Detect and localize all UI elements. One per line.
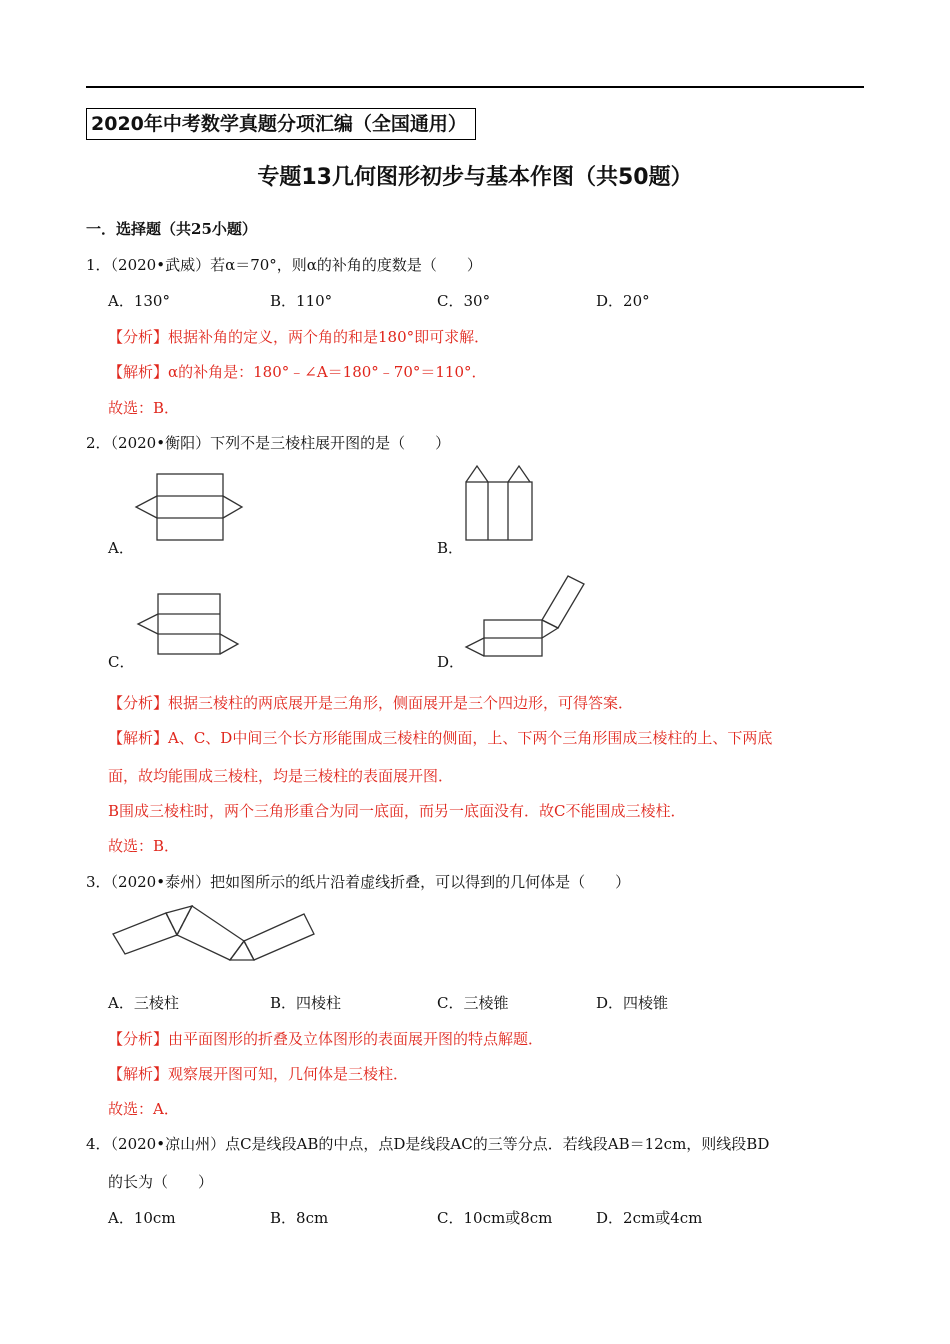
q4-option-a: A．10cm bbox=[108, 1209, 176, 1227]
q1-solution: 【解析】α的补角是：180°﹣∠A＝180°﹣70°＝110°． bbox=[108, 363, 487, 381]
collection-title: 2020年中考数学真题分项汇编（全国通用） bbox=[86, 108, 476, 140]
q2-figure-c bbox=[130, 588, 246, 660]
q2-figure-b bbox=[458, 460, 538, 546]
q3-option-a: A．三棱柱 bbox=[108, 994, 179, 1012]
q3-option-c: C．三棱锥 bbox=[437, 994, 509, 1012]
question-4-stem-line2: 的长为（ ） bbox=[108, 1173, 214, 1191]
q2-solution-line3: B围成三棱柱时，两个三角形重合为同一底面，而另一底面没有．故C不能围成三棱柱． bbox=[108, 802, 686, 820]
header-rule bbox=[86, 86, 864, 88]
q4-option-c: C．10cm或8cm bbox=[437, 1209, 553, 1227]
q1-answer: 故选：B． bbox=[108, 399, 180, 417]
page-title: 专题13几何图形初步与基本作图（共50题） bbox=[257, 165, 693, 190]
question-2-stem: 2．（2020•衡阳）下列不是三棱柱展开图的是（ ） bbox=[86, 434, 451, 452]
q2-figure-a bbox=[130, 466, 250, 550]
q2-solution-line2: 面，故均能围成三棱柱，均是三棱柱的表面展开图． bbox=[108, 767, 454, 785]
question-1-stem: 1．（2020•武威）若α＝70°，则α的补角的度数是（ ） bbox=[86, 256, 482, 274]
q2-option-a: A． bbox=[108, 539, 134, 557]
q1-option-b: B．110° bbox=[270, 292, 333, 310]
q4-option-d: D．2cm或4cm bbox=[596, 1209, 703, 1227]
q3-solution: 【解析】观察展开图可知，几何体是三棱柱． bbox=[108, 1065, 409, 1083]
q3-analysis: 【分析】由平面图形的折叠及立体图形的表面展开图的特点解题． bbox=[108, 1030, 544, 1048]
q2-solution-line1: 【解析】A、C、D中间三个长方形能围成三棱柱的侧面，上、下两个三角形围成三棱柱的上、下两底 bbox=[108, 729, 773, 747]
q2-option-b: B． bbox=[437, 539, 464, 557]
q2-analysis: 【分析】根据三棱柱的两底展开是三角形，侧面展开是三个四边形，可得答案． bbox=[108, 694, 634, 712]
q2-figure-d bbox=[458, 570, 598, 662]
section-heading: 一．选择题（共25小题） bbox=[86, 220, 257, 238]
q3-answer: 故选：A． bbox=[108, 1100, 179, 1118]
q4-option-b: B．8cm bbox=[270, 1209, 329, 1227]
q3-fold-figure bbox=[108, 896, 322, 968]
question-4-stem-line1: 4．（2020•凉山州）点C是线段AB的中点，点D是线段AC的三等分点．若线段AB＝12cm，则线段BD bbox=[86, 1135, 770, 1153]
q2-option-d: D． bbox=[437, 653, 465, 671]
q1-option-d: D．20° bbox=[596, 292, 650, 310]
q3-option-b: B．四棱柱 bbox=[270, 994, 342, 1012]
q2-answer: 故选：B． bbox=[108, 837, 180, 855]
question-3-stem: 3．（2020•泰州）把如图所示的纸片沿着虚线折叠，可以得到的几何体是（ ） bbox=[86, 873, 631, 891]
q1-analysis: 【分析】根据补角的定义，两个角的和是180°即可求解． bbox=[108, 328, 490, 346]
q3-option-d: D．四棱锥 bbox=[596, 994, 669, 1012]
q2-option-c: C． bbox=[108, 653, 135, 671]
q1-option-c: C．30° bbox=[437, 292, 491, 310]
q1-option-a: A．130° bbox=[108, 292, 170, 310]
